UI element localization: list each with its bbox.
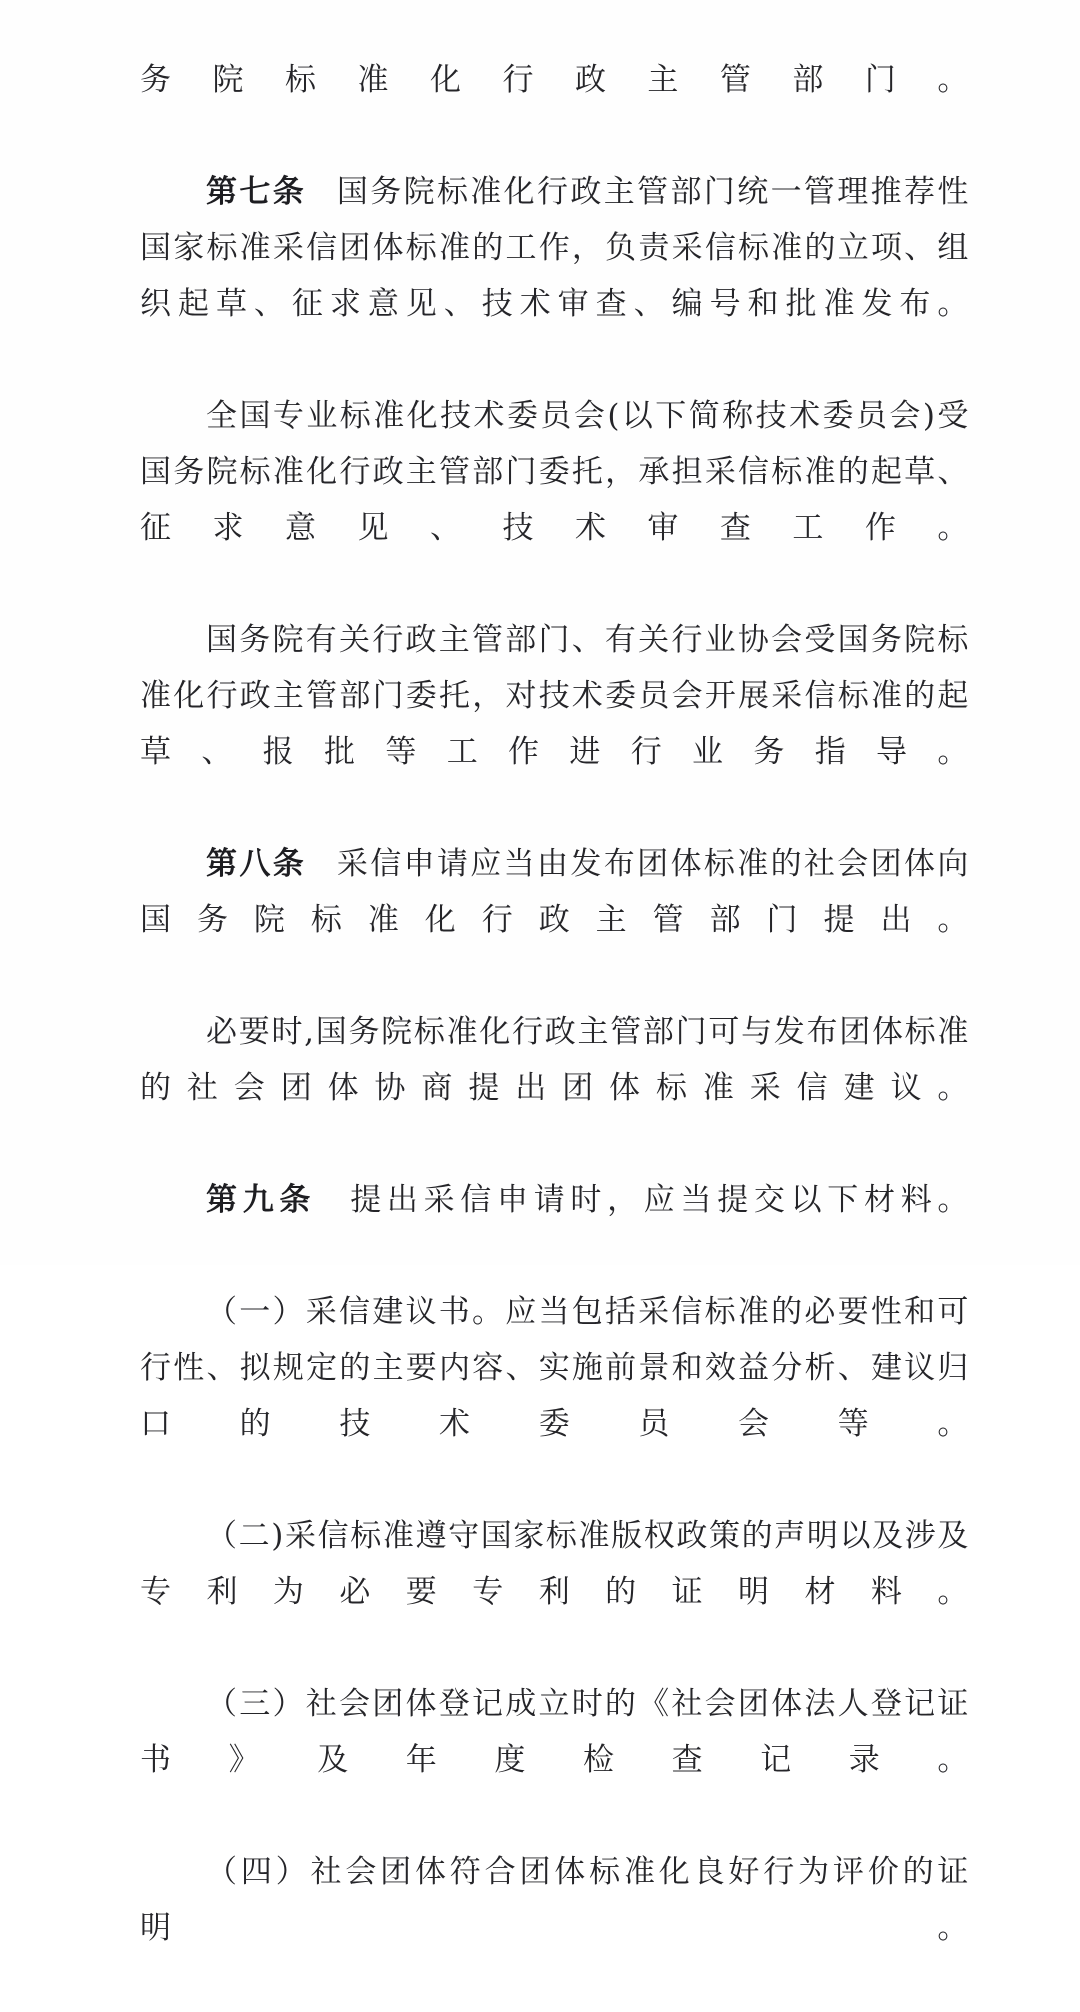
article-9-item-3-text: （三）社会团体登记成立时的《社会团体法人登记证书》及年度检查记录。 <box>140 1686 970 1778</box>
article-7-text: 国务院标准化行政主管部门统一管理推荐性国家标准采信团体标准的工作，负责采信标准的立项、组织起草、征求意见、技术审查、编号和批准发布。 <box>140 174 970 322</box>
article-9-item-4-text: （四）社会团体符合团体标准化良好行为评价的证明。 <box>140 1854 970 1946</box>
article-7-para-2-text: 全国专业标准化技术委员会(以下简称技术委员会)受国务院标准化行政主管部门委托，承担采信标准的起草、征求意见、技术审查工作。 <box>140 398 970 546</box>
article-9-label: 第九条 <box>206 1182 317 1218</box>
article-9-item-3 <box>140 1676 970 1844</box>
article-9-text: 提出采信申请时，应当提交以下材料。 <box>346 1182 970 1218</box>
article-7-para-3 <box>140 612 970 836</box>
article-9 <box>140 1172 970 1284</box>
text-column <box>140 52 970 2012</box>
article-8-para-2 <box>140 1004 970 1172</box>
article-8 <box>140 836 970 1004</box>
article-9-item-1-text: （一）采信建议书。应当包括采信标准的必要性和可行性、拟规定的主要内容、实施前景和效益分析、建议归口的技术委员会等。 <box>140 1294 970 1442</box>
article-9-item-2 <box>140 1508 970 1676</box>
article-9-item-1 <box>140 1284 970 1508</box>
article-9-item-2-text: （二)采信标准遵守国家标准版权政策的声明以及涉及专利为必要专利的证明材料。 <box>140 1518 970 1610</box>
article-8-text: 采信申请应当由发布团体标准的社会团体向国务院标准化行政主管部门提出。 <box>140 846 970 938</box>
continuation-line <box>140 52 970 164</box>
article-8-para-2-text: 必要时,国务院标准化行政主管部门可与发布团体标准的社会团体协商提出团体标准采信建议。 <box>140 1014 970 1106</box>
article-7-para-2 <box>140 388 970 612</box>
article-9-item-4 <box>140 1844 970 2012</box>
article-7 <box>140 164 970 388</box>
article-7-label: 第七条 <box>206 174 307 210</box>
article-7-para-3-text: 国务院有关行政主管部门、有关行业协会受国务院标准化行政主管部门委托，对技术委员会开展采信标准的起草、报批等工作进行业务指导。 <box>140 622 970 770</box>
continuation-line-text: 务院标准化行政主管部门。 <box>140 62 970 98</box>
article-8-label: 第八条 <box>206 846 307 882</box>
